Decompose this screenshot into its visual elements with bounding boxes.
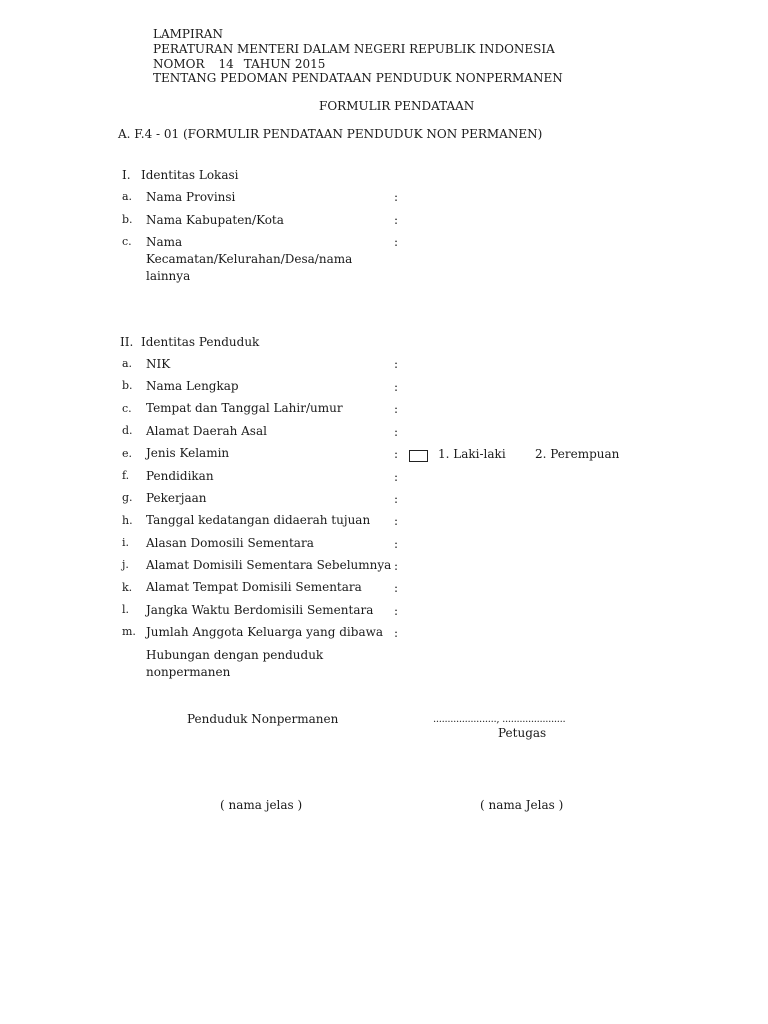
section2-letter-h: h. <box>122 514 133 527</box>
section2-label-b: Nama Lengkap <box>146 379 239 393</box>
colon: : <box>394 402 399 416</box>
section2-label-a: NIK <box>146 357 171 371</box>
colon: : <box>394 213 399 227</box>
colon: : <box>394 604 399 618</box>
section2-letter-c: c. <box>122 402 132 415</box>
colon: : <box>394 559 399 573</box>
section2-label-d: Alamat Daerah Asal <box>146 424 267 438</box>
section1-label-a: Nama Provinsi <box>146 190 236 204</box>
section1-letter-a: a. <box>122 190 133 203</box>
colon: : <box>394 514 399 528</box>
section2-letter-k: k. <box>122 581 133 594</box>
section2-label-m: Jumlah Anggota Keluarga yang dibawa <box>146 625 384 639</box>
colon: : <box>394 425 399 439</box>
section2-label-hubungan: Hubungan dengan penduduk nonpermanen <box>146 648 324 679</box>
section1-number: I. <box>122 168 131 182</box>
section2-letter-m: m. <box>122 625 136 638</box>
section1-title: Identitas Lokasi <box>141 168 239 182</box>
section2-label-l: Jangka Waktu Berdomisili Sementara <box>146 603 374 617</box>
nomor-value: 14 <box>218 57 234 71</box>
colon: : <box>394 626 399 640</box>
header-tentang: TENTANG PEDOMAN PENDATAAN PENDUDUK NONPERMANEN <box>153 71 563 85</box>
signature-left-title: Penduduk Nonpermanen <box>187 712 339 726</box>
section2-letter-e: e. <box>122 447 133 460</box>
header-lampiran: LAMPIRAN <box>153 27 223 41</box>
form-code: A. F.4 - 01 (FORMULIR PENDATAAN PENDUDUK NON PERMANEN) <box>118 127 543 141</box>
colon: : <box>394 357 399 371</box>
tahun-value: 2015 <box>294 57 326 71</box>
section2-label-h: Tanggal kedatangan didaerah tujuan <box>146 513 371 527</box>
section2-label-e: Jenis Kelamin <box>146 446 230 460</box>
colon: : <box>394 447 399 461</box>
section2-label-k: Alamat Tempat Domisili Sementara <box>146 580 362 594</box>
header-nomor <box>153 57 325 72</box>
section2-letter-i: i. <box>122 536 130 549</box>
section2-letter-d: d. <box>122 424 133 437</box>
section2-letter-b: b. <box>122 379 133 392</box>
gender-option-female: 2. Perempuan <box>535 447 620 461</box>
nomor-label: NOMOR <box>153 57 205 71</box>
header-regulation: PERATURAN MENTERI DALAM NEGERI REPUBLIK INDONESIA <box>153 42 555 56</box>
section2-letter-f: f. <box>122 469 130 482</box>
colon: : <box>394 190 399 204</box>
form-title: FORMULIR PENDATAAN <box>319 99 475 113</box>
section2-label-c: Tempat dan Tanggal Lahir/umur <box>146 401 343 415</box>
section1-label-c: Nama Kecamatan/Kelurahan/Desa/nama lainnya <box>146 235 353 283</box>
section2-letter-j: j. <box>122 558 129 571</box>
section2-letter-l: l. <box>122 603 130 616</box>
gender-option-male: 1. Laki-laki <box>438 447 506 461</box>
signature-left-name: ( nama jelas ) <box>220 798 303 812</box>
colon: : <box>394 380 399 394</box>
gender-checkbox[interactable] <box>409 450 428 462</box>
section1-letter-c: c. <box>122 235 132 248</box>
section2-letter-a: a. <box>122 357 133 370</box>
section2-label-g: Pekerjaan <box>146 491 207 505</box>
tahun-label: TAHUN <box>243 57 291 71</box>
section1-label-b: Nama Kabupaten/Kota <box>146 213 284 227</box>
signature-right-title: Petugas <box>498 726 547 740</box>
colon: : <box>394 235 399 249</box>
section2-label-f: Pendidikan <box>146 469 214 483</box>
signature-date-line: ......................, ...................... <box>433 714 566 725</box>
signature-right-name: ( nama Jelas ) <box>480 798 564 812</box>
section2-label-j: Alamat Domisili Sementara Sebelumnya <box>146 558 392 572</box>
section2-number: II. <box>120 335 134 349</box>
colon: : <box>394 470 399 484</box>
section2-title: Identitas Penduduk <box>141 335 260 349</box>
section2-letter-g: g. <box>122 491 133 504</box>
colon: : <box>394 581 399 595</box>
section2-label-i: Alasan Domosili Sementara <box>146 536 314 550</box>
colon: : <box>394 537 399 551</box>
section1-letter-b: b. <box>122 213 133 226</box>
colon: : <box>394 492 399 506</box>
